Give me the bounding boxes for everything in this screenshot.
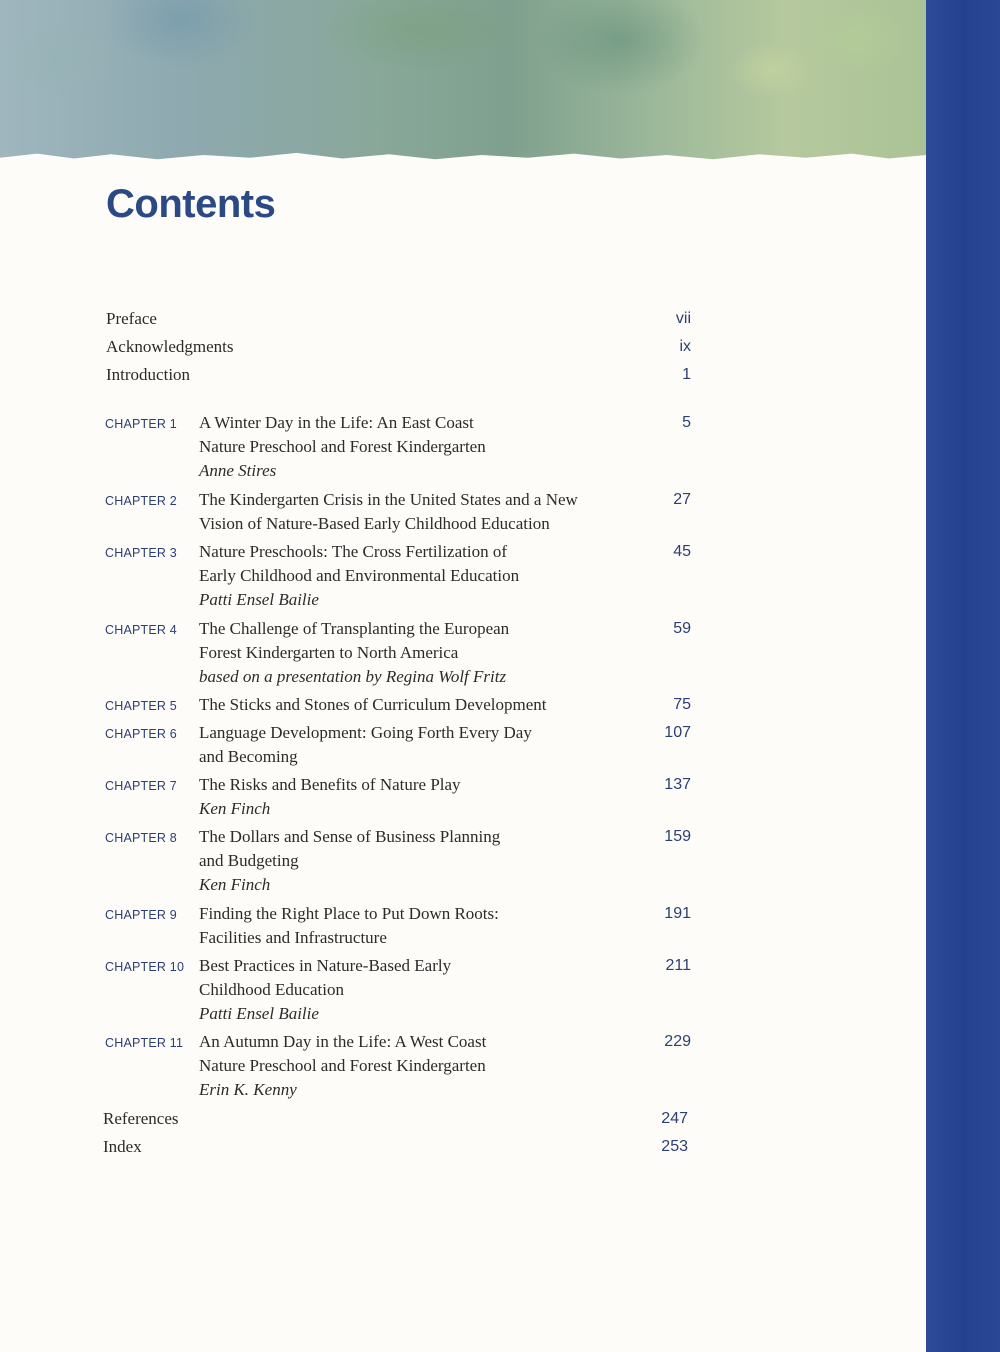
watercolor-header-art [0, 0, 926, 162]
chapter-title-line: Facilities and Infrastructure [199, 928, 387, 947]
chapter-title-line: The Challenge of Transplanting the European [199, 619, 510, 638]
entry-page-number: 159 [664, 828, 691, 845]
chapter-number: CHAPTER 2 [105, 494, 177, 508]
entry-page-number: 1 [682, 366, 691, 383]
entry-page-number: 5 [682, 414, 691, 431]
entry-page-number: 27 [673, 491, 691, 508]
chapter-number: CHAPTER 9 [105, 908, 177, 922]
chapter-title-line: Nature Preschools: The Cross Fertilization of [199, 542, 507, 561]
entry-label: Acknowledgments [106, 337, 234, 356]
chapter-number: CHAPTER 10 [105, 960, 185, 974]
entry-page-number: 211 [665, 957, 691, 974]
chapter-number: CHAPTER 5 [105, 699, 177, 713]
chapter-title-line: and Becoming [199, 747, 298, 766]
chapter-title-line: The Risks and Benefits of Nature Play [199, 775, 461, 794]
chapter-number: CHAPTER 3 [105, 546, 177, 560]
chapter-title-line: Nature Preschool and Forest Kindergarten [199, 437, 486, 456]
chapter-number: CHAPTER 11 [105, 1036, 184, 1050]
chapter-title-line: Finding the Right Place to Put Down Roots: [199, 904, 499, 923]
blue-side-bar [926, 0, 1000, 1352]
entry-page-number: 59 [673, 620, 691, 637]
entry-page-number: 229 [664, 1033, 691, 1050]
entry-label: Preface [106, 309, 157, 328]
page-title: Contents [106, 182, 276, 226]
entry-page-number: 107 [664, 724, 691, 741]
chapter-number: CHAPTER 8 [105, 831, 177, 845]
chapter-author: Erin K. Kenny [199, 1080, 297, 1099]
chapter-title-line: Childhood Education [199, 980, 344, 999]
chapter-title-line: The Sticks and Stones of Curriculum Development [199, 695, 547, 714]
chapter-title-line: An Autumn Day in the Life: A West Coast [199, 1032, 487, 1051]
entry-label: Index [103, 1137, 142, 1156]
chapter-number: CHAPTER 6 [105, 727, 177, 741]
chapter-author: Anne Stires [199, 461, 277, 480]
chapter-title-line: Best Practices in Nature-Based Early [199, 956, 452, 975]
entry-page-number: 191 [664, 905, 691, 922]
chapter-number: CHAPTER 7 [105, 779, 177, 793]
chapter-title-line: Nature Preschool and Forest Kindergarten [199, 1056, 486, 1075]
chapter-author: Patti Ensel Bailie [199, 1004, 319, 1023]
entry-page-number: 247 [661, 1110, 688, 1127]
chapter-number: CHAPTER 4 [105, 623, 177, 637]
chapter-title-line: Early Childhood and Environmental Education [199, 566, 520, 585]
chapter-author: based on a presentation by Regina Wolf Fritz [199, 667, 507, 686]
chapter-title-line: The Kindergarten Crisis in the United States and a New [199, 490, 578, 509]
entry-label: Introduction [106, 365, 191, 384]
entry-page-number: 137 [664, 776, 691, 793]
chapter-author: Patti Ensel Bailie [199, 590, 319, 609]
entry-page-number: vii [675, 310, 691, 327]
chapter-title-line: Language Development: Going Forth Every Day [199, 723, 532, 742]
entry-page-number: ix [679, 338, 691, 355]
entry-page-number: 75 [673, 696, 691, 713]
entry-page-number: 45 [673, 543, 691, 560]
chapter-title-line: A Winter Day in the Life: An East Coast [199, 413, 474, 432]
chapter-number: CHAPTER 1 [105, 417, 177, 431]
chapter-title-line: Vision of Nature-Based Early Childhood Education [199, 514, 550, 533]
chapter-title-line: Forest Kindergarten to North America [199, 643, 459, 662]
entry-page-number: 253 [661, 1138, 688, 1155]
chapter-title-line: The Dollars and Sense of Business Planning [199, 827, 501, 846]
chapter-author: Ken Finch [199, 799, 271, 818]
chapter-author: Ken Finch [199, 875, 271, 894]
chapter-title-line: and Budgeting [199, 851, 299, 870]
entry-label: References [103, 1109, 179, 1128]
